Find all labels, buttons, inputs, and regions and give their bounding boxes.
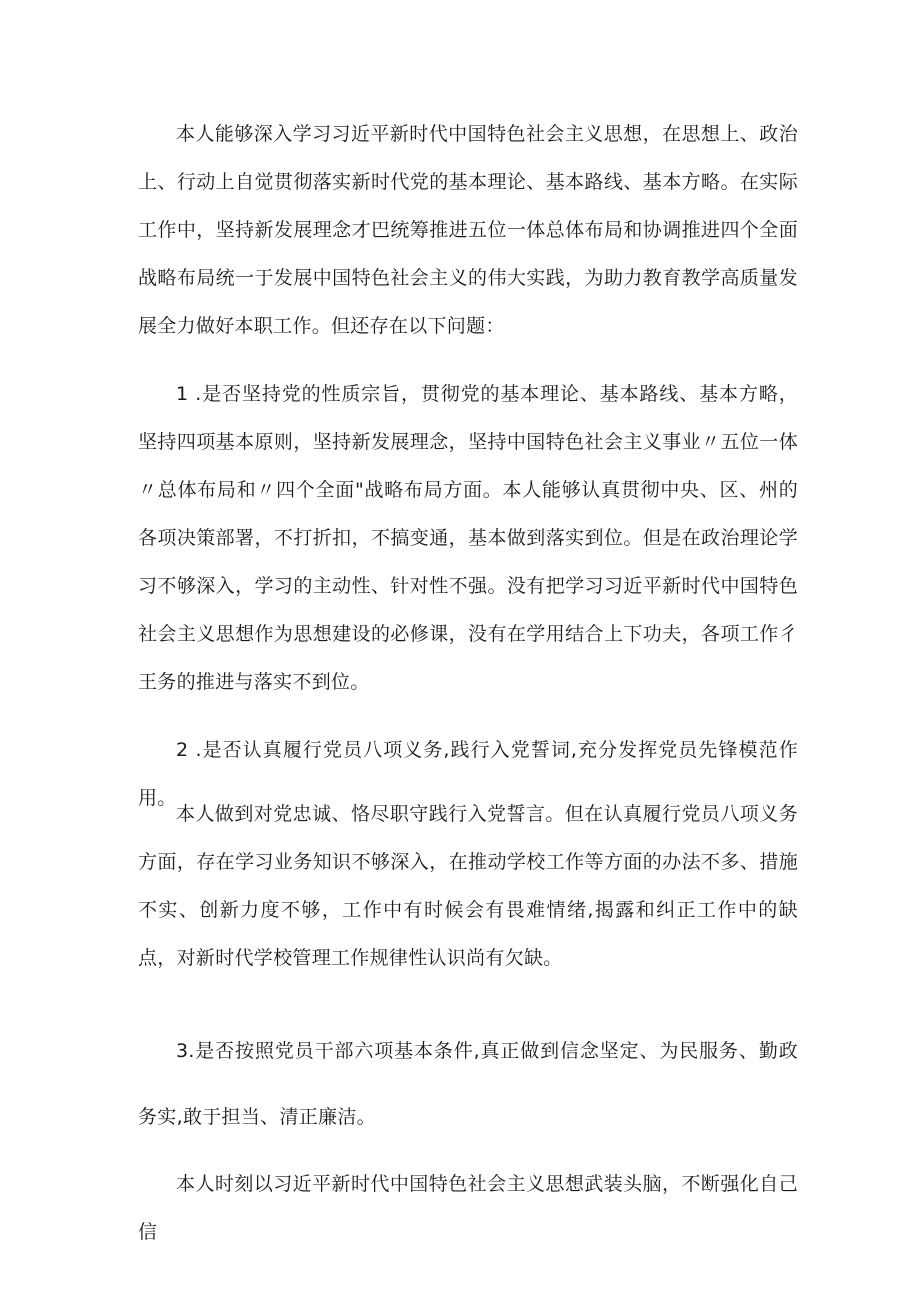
item-3-heading: 3.是否按照党员干部六项基本条件,真正做到信念坚定、为民服务、勤政务实,敢于担当、清正廉洁。	[138, 1040, 798, 1128]
item-2-body-paragraph: 本人做到对党忠诚、恪尽职守践行入党誓言。但在认真履行党员八项义务方面，存在学习业务知识不够深入，在推动学校工作等方面的办法不多、措施不实、创新力度不够，工作中有时候会有畏难情绪,揭露和纠正工作中的缺点，对新时代学校管理工作规律性认识尚有欠缺。	[138, 803, 798, 969]
item-3-body-paragraph: 本人时刻以习近平新时代中国特色社会主义思想武装头脑，不断强化自己信	[138, 1173, 798, 1243]
intro-paragraph: 本人能够深入学习习近平新时代中国特色社会主义思想，在思想上、政治上、行动上自觉贯彻落实新时代党的基本理论、基本路线、基本方略。在实际工作中，坚持新发展理念才巴统筹推进五位一体总体布局和协调推进四个全面战略布局统一于发展中国特色社会主义的伟大实践，为助力教育教学高质量发展全力做好本职工作。但还存在以下问题：	[138, 123, 798, 337]
item-1-paragraph: 1 .是否坚持党的性质宗旨，贯彻党的基本理论、基本路线、基本方略，坚持四项基本原则，坚持新发展理念，坚持中国特色社会主义事业〃五位一体〃总体布局和〃四个全面"战略布局方面。本人能够认真贯彻中央、区、州的各项决策部署，不打折扣，不搞变通，基本做到落实到位。但是在政治理论学习不够深入，学习的主动性、针对性不强。没有把学习习近平新时代中国特色社会主义思想作为思想建设的必修课，没有在学用结合上下功夫，各项工作彳王务的推进与落实不到位。	[138, 383, 798, 693]
item-2-heading: 2 .是否认真履行党员八项义务,践行入党誓词,充分发挥党员先锋模范作用。	[138, 739, 798, 809]
